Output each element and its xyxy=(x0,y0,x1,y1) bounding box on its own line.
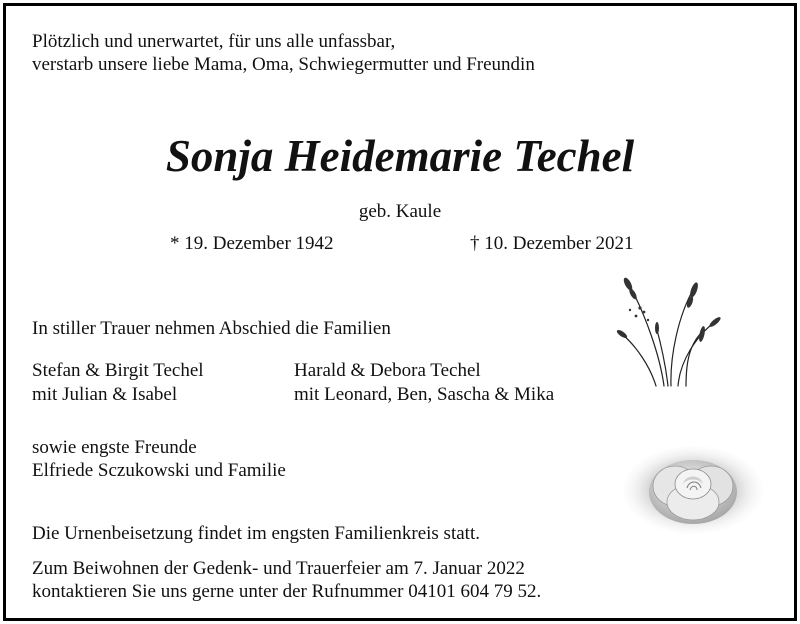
family-left-line-1: Stefan & Birgit Techel xyxy=(32,360,204,381)
friends-line-1: sowie engste Freunde xyxy=(32,437,197,458)
intro-line-1: Plötzlich und unerwartet, für uns alle unfassbar, xyxy=(32,31,396,52)
family-right-line-1: Harald & Debora Techel xyxy=(294,360,481,381)
mourners-heading: In stiller Trauer nehmen Abschied die Familien xyxy=(32,318,391,339)
family-left-line-2: mit Julian & Isabel xyxy=(32,384,178,405)
intro-line-2: verstarb unsere liebe Mama, Oma, Schwiegermutter und Freundin xyxy=(32,54,535,75)
contact-line-2: kontaktieren Sie uns gerne unter der Rufnummer 04101 604 79 52. xyxy=(32,581,542,602)
maiden-name: geb. Kaule xyxy=(358,201,442,222)
birth-date: * 19. Dezember 1942 xyxy=(170,233,334,254)
contact-line-1: Zum Beiwohnen der Gedenk- und Trauerfeier am 7. Januar 2022 xyxy=(32,558,525,579)
obituary-card xyxy=(3,3,797,621)
grass-illustration xyxy=(616,276,726,388)
friends-line-2: Elfriede Sczukowski und Familie xyxy=(32,460,286,481)
deceased-name: Sonja Heidemarie Techel xyxy=(165,131,635,181)
rose-illustration xyxy=(623,446,763,534)
urn-note: Die Urnenbeisetzung findet im engsten Familienkreis statt. xyxy=(32,523,480,544)
death-date: † 10. Dezember 2021 xyxy=(470,233,634,254)
family-right-line-2: mit Leonard, Ben, Sascha & Mika xyxy=(294,384,555,405)
